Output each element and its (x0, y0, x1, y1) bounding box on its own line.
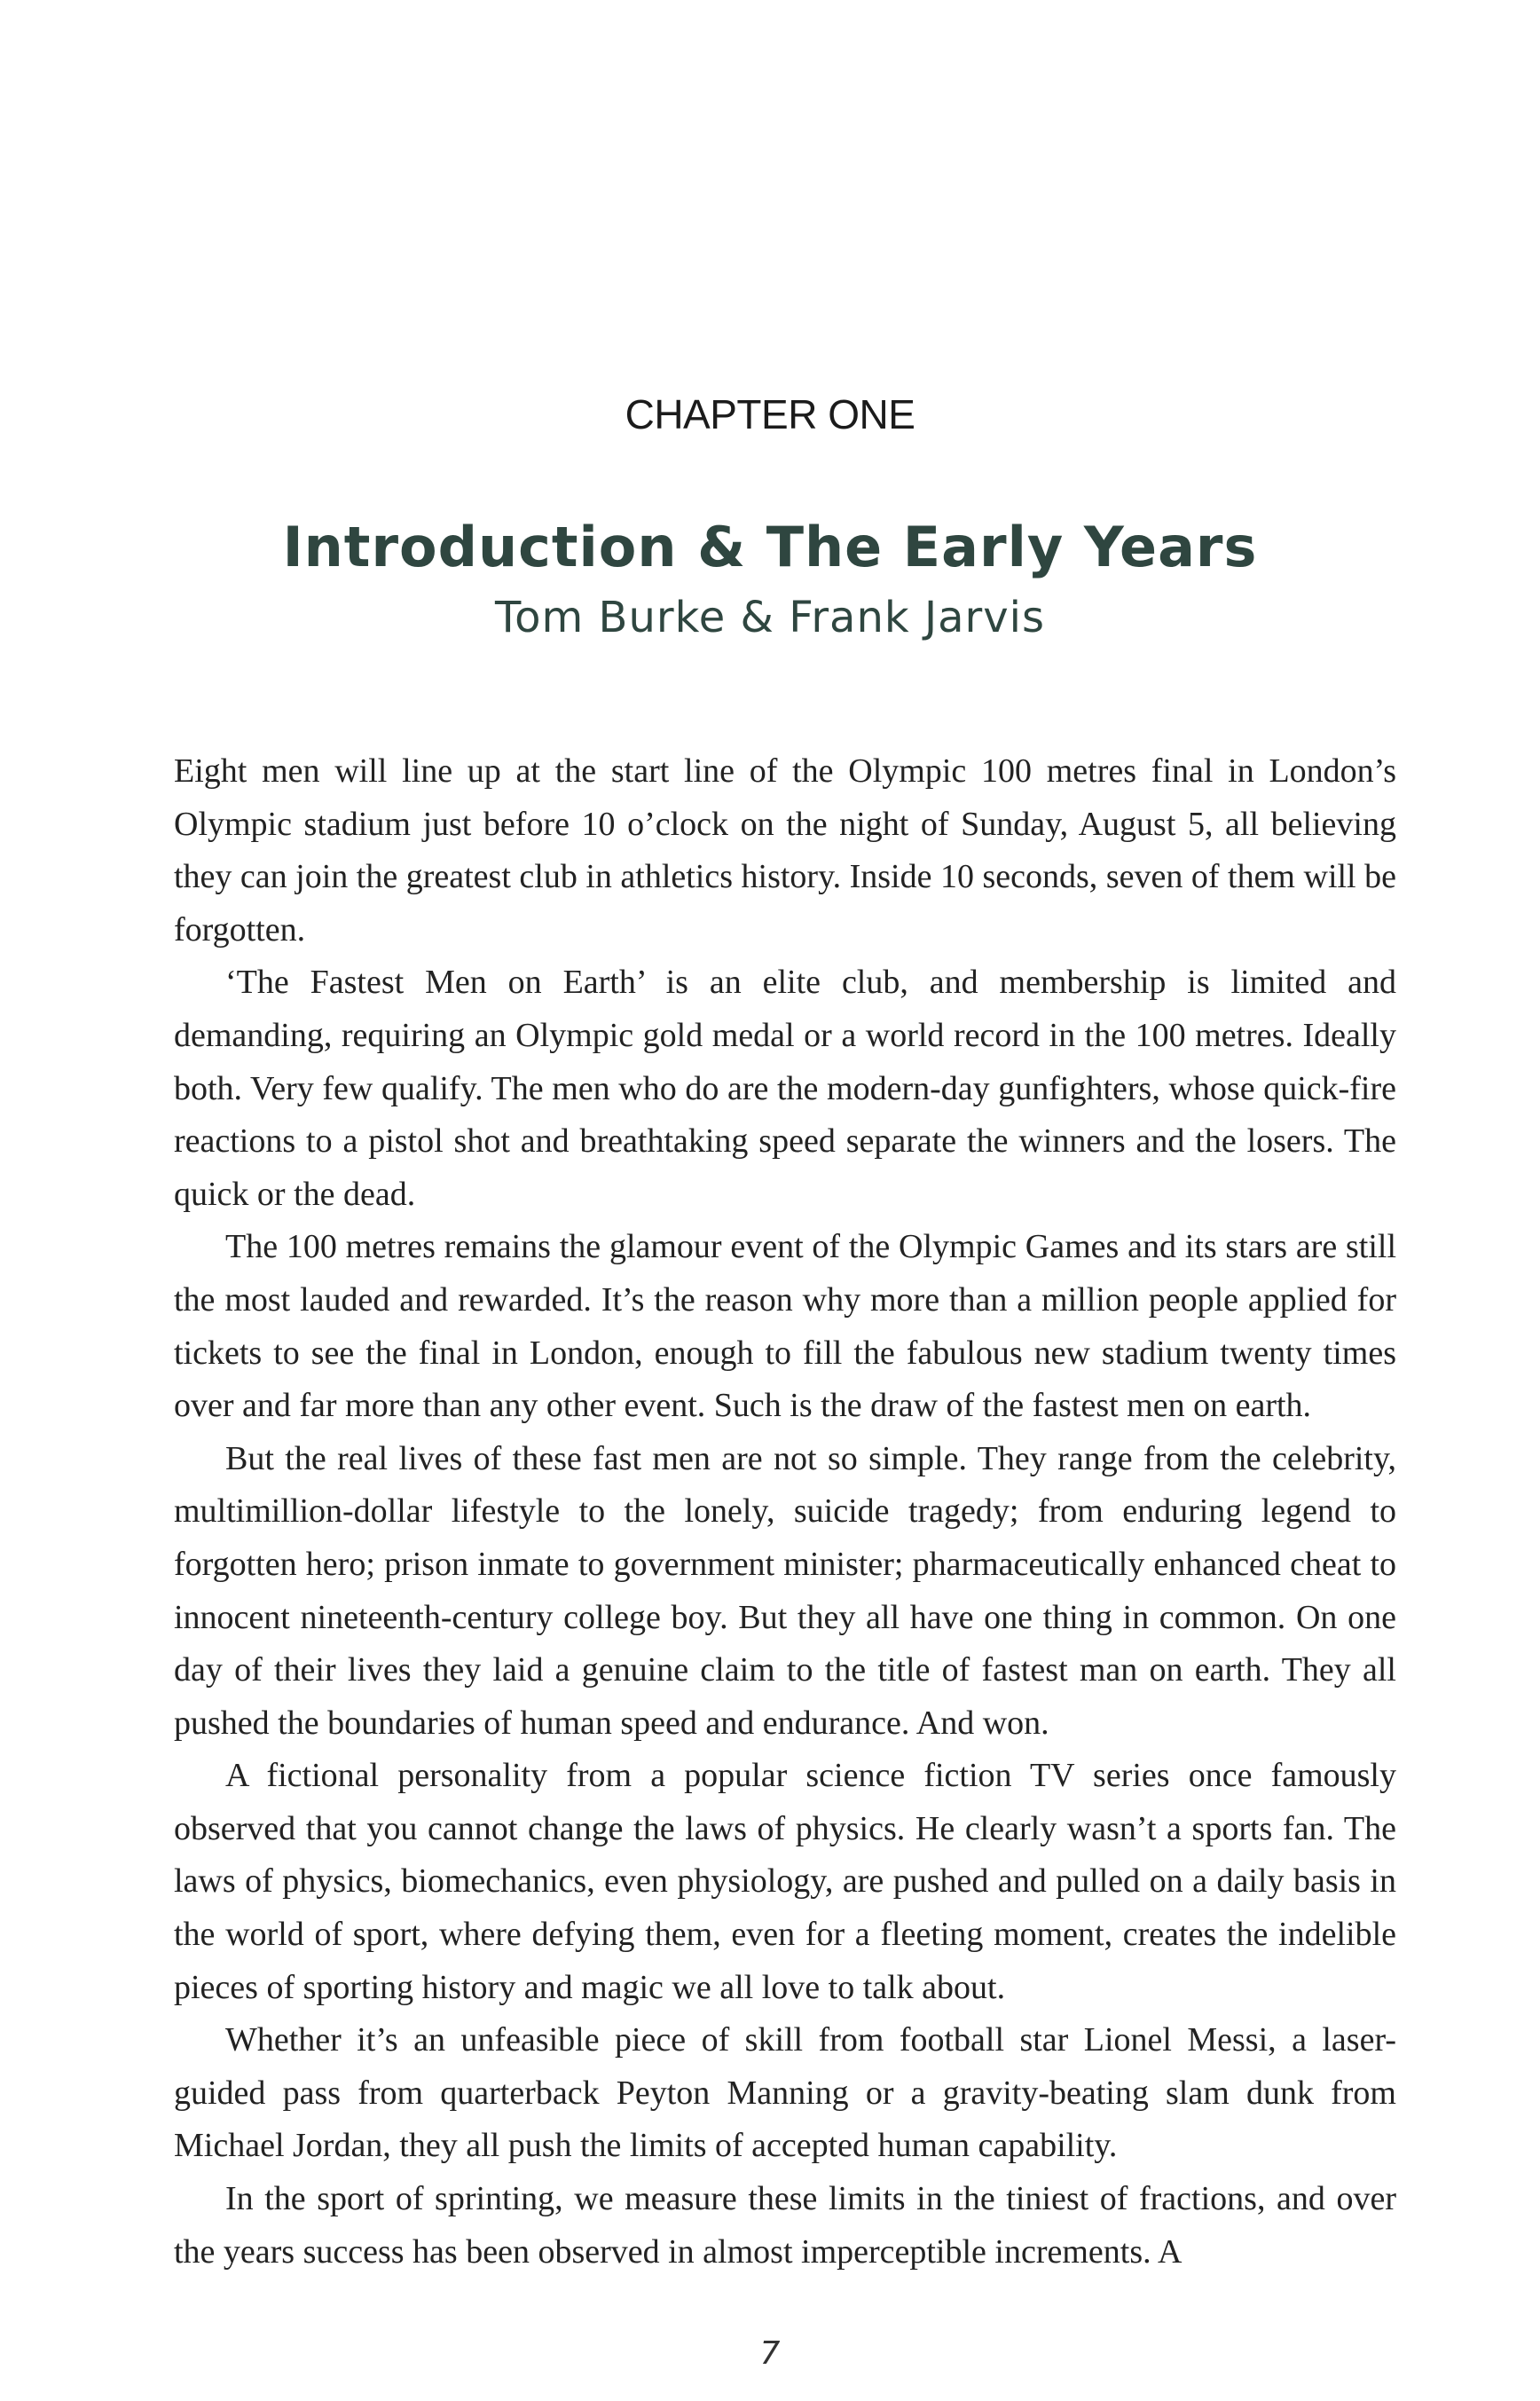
paragraph: But the real lives of these fast men are not so simple. They range from the celebrity, multimillion-dollar lifestyle to the lonely, suicide tragedy; from enduring legend to forgotten hero; prison inmate to government minister; pharmaceutically enhanced cheat to innocent nineteenth-century college boy. But they all have one thing in common. On one day of their lives they laid a genuine claim to the title of fastest man on earth. They all pushed the boundaries of human speed and endurance. And won. (174, 1439, 1396, 1742)
paragraph: A fictional personality from a popular science fiction TV series once famously observed that you cannot change the laws of physics. He clearly wasn’t a sports fan. The laws of physics, biomechanics, even physiology, are pushed and pulled on a daily basis in the world of sport, where defying them, even for a fleeting moment, creates the indelible pieces of sporting history and magic we all love to talk about. (174, 1757, 1396, 2006)
body-text (174, 745, 1396, 2279)
chapter-title: Introduction & The Early Years (282, 515, 1258, 579)
chapter-authors: Tom Burke & Frank Jarvis (495, 593, 1045, 642)
paragraph: Eight men will line up at the start line of the Olympic 100 metres final in London’s Olympic stadium just before 10 o’clock on the night of Sunday, August 5, all believing they can join the greatest club in athletics history. Inside 10 seconds, seven of them will be forgotten. (174, 752, 1396, 949)
paragraph: The 100 metres remains the glamour event of the Olympic Games and its stars are still the most lauded and rewarded. It’s the reason why more than a million people applied for tickets to see the final in London, enough to fill the fabulous new stadium twenty times over and far more than any other event. Such is the draw of the fastest men on earth. (174, 1228, 1396, 1425)
page-number: 7 (759, 2335, 781, 2372)
paragraph: ‘The Fastest Men on Earth’ is an elite club, and membership is limited and demanding, requiring an Olympic gold medal or a world record in the 100 metres. Ideally both. Very few qualify. The men who do are the modern-day gunfighters, whose quick-fire reactions to a pistol shot and breathtaking speed separate the winners and the losers. The quick or the dead. (174, 964, 1396, 1213)
paragraph: Whether it’s an unfeasible piece of skill from football star Lionel Messi, a laser-guided pass from quarterback Peyton Manning or a gravity-beating slam dunk from Michael Jordan, they all push the limits of accepted human capability. (174, 2021, 1396, 2165)
chapter-label: CHAPTER ONE (625, 391, 915, 437)
paragraph: In the sport of sprinting, we measure these limits in the tiniest of fractions, and over the years success has been observed in almost imperceptible increments. A (174, 2180, 1396, 2271)
